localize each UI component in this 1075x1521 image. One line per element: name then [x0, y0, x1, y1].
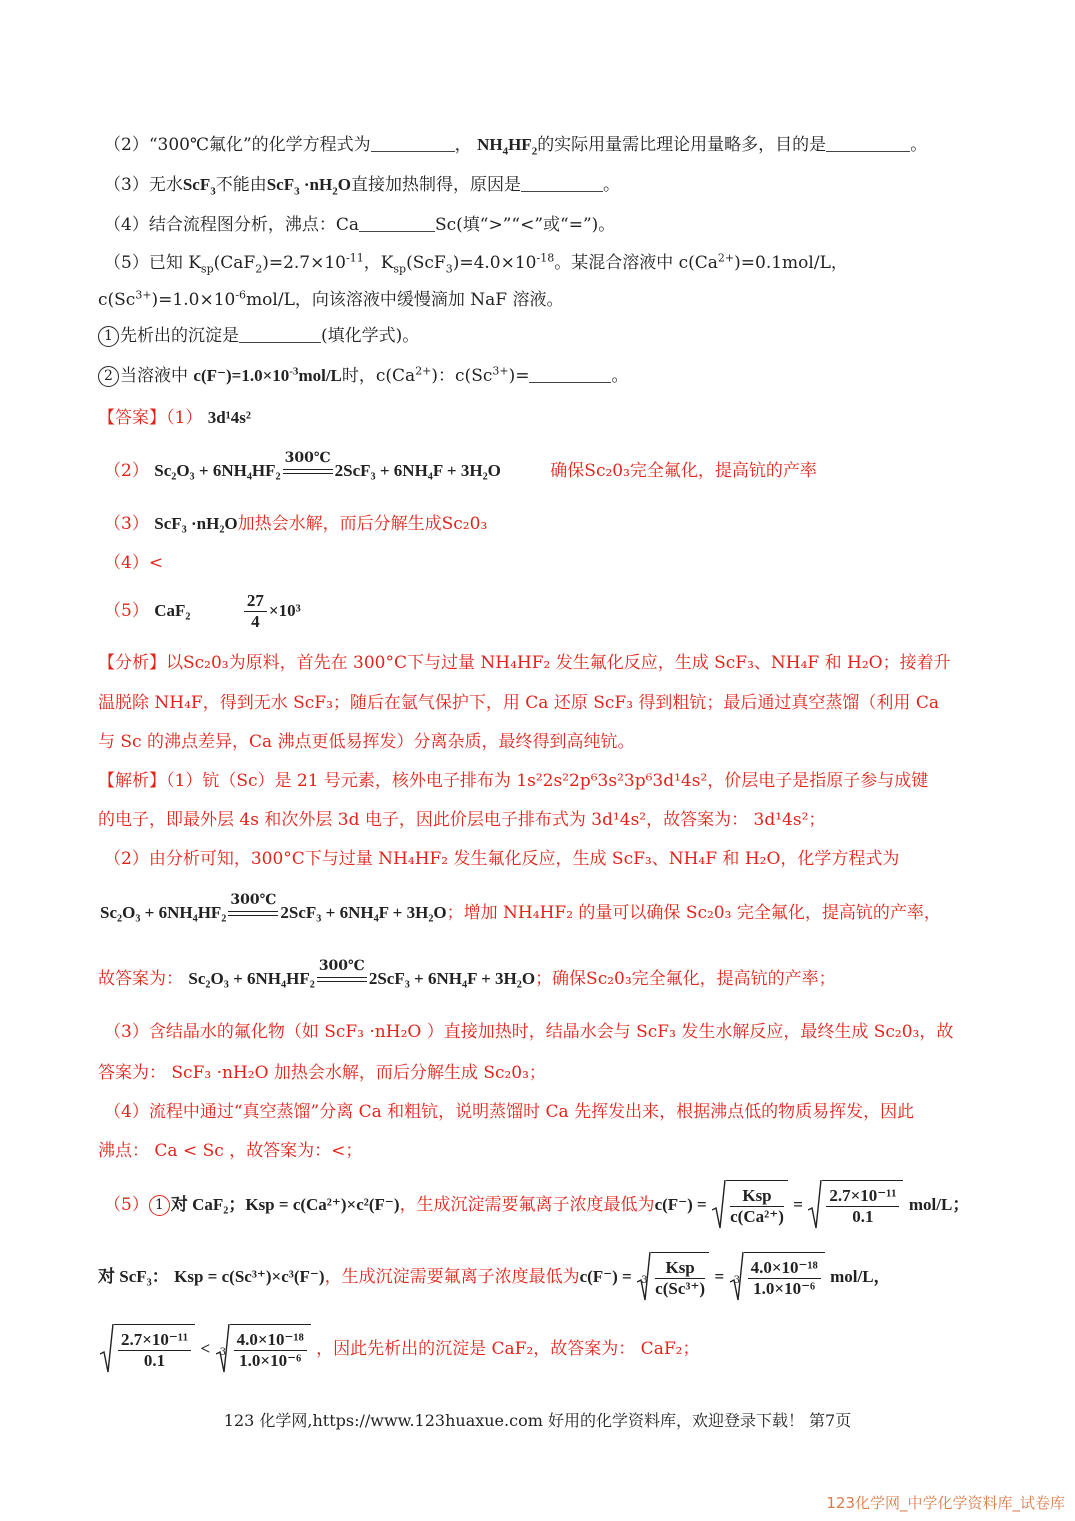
q2-text: （2）“300℃氟化”的化学方程式为: [104, 135, 371, 155]
solution-2c: [98, 958, 836, 991]
answer-label: （1）: [166, 408, 203, 428]
q5-exp: -11: [345, 251, 364, 265]
answer-label: （5）: [104, 601, 149, 621]
answer-label: （3）: [104, 514, 149, 534]
q4-text2: Sc(填“>”“<”或“=”)。: [434, 215, 616, 235]
solution-5b: 对 ScF₃： Ksp = c(Sc³⁺)×c³(F⁻)，生成沉淀需要氟离子浓度最低为c(F⁻) = 3 $\frac{\text{Ksp}}{\text{c(Sc³⁺)}}$ = 3 $\frac{\text{4.0×10⁻¹⁸}}{\text{1.0×10⁻⁶}}$ mol/L，: [98, 1252, 891, 1308]
reaction-arrow: 300℃: [281, 458, 335, 478]
equation-left: Sc₂O₃ + 6NH₄HF₂: [154, 461, 281, 480]
answer-5-fraction: $\frac{27}{4}$: [244, 591, 267, 632]
equation-left: Sc₂O₃ + 6NH₄HF₂: [188, 969, 315, 988]
solution-text: ，生成沉淀需要氟离子浓度最低为: [324, 1267, 580, 1287]
q5c-end: (填化学式)。: [321, 326, 420, 346]
analysis-text: 温脱除 NH₄F，得到无水 ScF₃；随后在氩气保护下，用 Ca 还原 ScF₃ 得到粗钪；最后通过真空蒸馏（利用 Ca: [98, 693, 939, 713]
answer-blank: [239, 326, 321, 343]
answer-1-value: 3d¹4s²: [207, 408, 251, 427]
solution-5c: $\frac{\text{2.7×10⁻¹¹}}{0.1}$ < 3 $\frac{\text{4.0×10⁻¹⁸}}{\text{1.0×10⁻⁶}}$ ，因此先析出的沉淀是 CaF₂，故答案为： CaF₂；: [100, 1324, 699, 1380]
solution-text: 沸点： Ca < Sc ，故答案为：<；: [98, 1141, 363, 1161]
equation-right: 2ScF₃ + 6NH₄F + 3H₂O: [280, 903, 447, 922]
q5-t: (ScF: [406, 253, 446, 273]
solution-1a: [98, 769, 928, 793]
ksp-expression: Ksp = c(Ca²⁺)×c²(F⁻): [245, 1195, 400, 1214]
answer-blank: [359, 215, 435, 232]
solution-text: ，因此先析出的沉淀是 CaF₂，故答案为： CaF₂；: [316, 1339, 700, 1359]
solution-text: （2）由分析可知，300°C下与过量 NH₄HF₂ 发生氟化反应，生成 ScF₃、NH₄F 和 H₂O，化学方程式为: [104, 849, 900, 869]
q5b-t: c(Sc: [98, 290, 136, 310]
equation-right: 2ScF₃ + 6NH₄F + 3H₂O: [334, 461, 501, 480]
solution-text: 的电子，即最外层 4s 和次外层 3d 电子，因此价层电子排布式为 3d¹4s²，故答案为： 3d¹4s²；: [98, 810, 826, 830]
solution-text: ，生成沉淀需要氟离子浓度最低为: [399, 1195, 655, 1215]
solution-5a: （5） 1 对 CaF₂；Ksp = c(Ca²⁺)×c²(F⁻)，生成沉淀需要氟离子浓度最低为c(F⁻) = $\frac{\text{Ksp}}{\text{c(Ca²⁺)}}$ = $\frac{\text{2.7×10⁻¹¹}}{0.1}$ mol/L；: [104, 1180, 969, 1236]
answer-3: [104, 512, 487, 536]
solution-text: （1）钪（Sc）是 21 号元素，核外电子排布为 1s²2s²2p⁶3s²3p⁶3d¹4s²，价层电子是指原子参与成键: [166, 771, 929, 791]
q3-text2: 直接加热制得，原因是: [350, 175, 521, 195]
answer-blank: [521, 175, 603, 192]
equation-left: Sc₂O₃ + 6NH₄HF₂: [100, 903, 227, 922]
solution-4a: [104, 1100, 914, 1124]
q5-t: )=0.1mol/L，: [734, 253, 848, 273]
sqrt-expression: $\frac{\text{Ksp}}{\text{c(Ca²⁺)}}$: [712, 1180, 788, 1231]
equation-right: 2ScF₃ + 6NH₄F + 3H₂O: [368, 969, 536, 988]
circled-number: 2: [98, 366, 119, 387]
solution-tag: 【解析】: [98, 771, 166, 791]
circled-number: 1: [149, 1195, 170, 1216]
answer-3-formula: ScF₃ ·nH₂O: [154, 514, 238, 533]
cf-expression: c(F⁻) =: [654, 1195, 707, 1214]
q5d-text: 当溶液中: [120, 366, 188, 386]
reaction-arrow: 300℃: [226, 900, 280, 920]
question-2: [104, 133, 927, 157]
q2-sep: ，: [454, 135, 472, 155]
q5b-t: mol/L，向该溶液中缓慢滴加 NaF 溶液。: [246, 290, 564, 310]
analysis-text: 与 Sc 的沸点差异，Ca 沸点更低易挥发）分离杂质，最终得到高纯钪。: [98, 732, 635, 752]
unit: mol/L；: [908, 1195, 970, 1214]
solution-2b: [100, 892, 941, 925]
q3-end: 。: [602, 175, 620, 195]
analysis-line-3: [98, 730, 635, 754]
answer-1: [98, 406, 251, 430]
cbrt-expression: 3 $\frac{\text{4.0×10⁻¹⁸}}{\text{1.0×10⁻⁶}}$: [730, 1252, 825, 1303]
answer-blank: [529, 366, 611, 383]
q4-text: （4）结合流程图分析，沸点：Ca: [104, 215, 359, 235]
analysis-line-1: [98, 651, 951, 675]
q5-t: )=4.0×10: [452, 253, 537, 273]
solution-text: ；确保Sc₂0₃完全氟化，提高钪的产率；: [535, 969, 836, 989]
q5b-exp: -6: [235, 288, 247, 302]
answer-2: [104, 450, 817, 483]
ksp-expression: Ksp = c(Sc³⁺)×c³(F⁻): [174, 1267, 325, 1286]
q5d-t: 时，c(Ca: [341, 366, 416, 386]
analysis-text: 以Sc₂0₃为原料，首先在 300°C下与过量 NH₄HF₂ 发生氟化反应，生成 ScF₃、NH₄F 和 H₂O；接着升: [166, 653, 951, 673]
q5-t: 。某混合溶液中 c(Ca: [554, 253, 718, 273]
solution-text: ；增加 NH₄HF₂ 的量可以确保 Sc₂0₃ 完全氟化，提高钪的产率，: [446, 903, 941, 923]
answer-2-text: 确保Sc₂0₃完全氟化，提高钪的产率: [550, 461, 817, 481]
answer-tag: 【答案】: [98, 408, 166, 428]
q2-text2: 的实际用量需比理论用量略多，目的是: [537, 135, 827, 155]
question-5-2: 2 当溶液中 $c(F^-)=1.0\times 10^{-3}mol/L$时，$c(Ca^{2+})$：$c(Sc^{3+})=$ 。: [98, 364, 628, 388]
cbrt-expression: 3 $\frac{\text{Ksp}}{\text{c(Sc³⁺)}}$: [637, 1252, 709, 1303]
q3-formula2: $ScF_3 \cdot nH_2O$: [266, 175, 351, 198]
q5-t: )=2.7×10: [262, 253, 346, 273]
q3-mid: 不能由: [215, 175, 267, 195]
sqrt-expression: $\frac{\text{2.7×10⁻¹¹}}{0.1}$: [808, 1180, 903, 1231]
reaction-arrow: 300℃: [315, 966, 369, 986]
solution-formula: 对 ScF₃：: [98, 1267, 169, 1286]
solution-3a: [104, 1020, 953, 1044]
analysis-line-2: [98, 691, 939, 715]
solution-text: （3）含结晶水的氟化物（如 ScF₃ ·nH₂O ）直接加热时，结晶水会与 ScF₃ 发生水解反应，最终生成 Sc₂0₃，故: [104, 1022, 954, 1042]
solution-4b: [98, 1139, 362, 1163]
answer-4-text: （4）<: [104, 553, 164, 573]
answer-3-text: 加热会水解，而后分解生成Sc₂0₃: [237, 514, 488, 534]
watermark: 123化学网_中学化学资料库_试卷库: [826, 1494, 1065, 1512]
question-3: [104, 173, 620, 197]
sqrt-expression: $\frac{\text{2.7×10⁻¹¹}}{0.1}$: [100, 1324, 195, 1375]
cbrt-expression: 3 $\frac{\text{4.0×10⁻¹⁸}}{\text{1.0×10⁻⁶}}$: [216, 1324, 311, 1375]
q5d-t: )：c(Sc: [431, 366, 493, 386]
question-4: [104, 213, 615, 237]
solution-3b: [98, 1061, 546, 1085]
q5-t: ，K: [363, 253, 394, 273]
q5-t: （5）已知 K: [104, 253, 201, 273]
q3-formula1: ScF$_3$: [182, 175, 216, 198]
answer-5-formula: CaF₂: [154, 601, 191, 620]
solution-text: 答案为： ScF₃ ·nH₂O 加热会水解，而后分解生成 Sc₂0₃；: [98, 1063, 546, 1083]
answer-blank: [371, 135, 455, 152]
question-5-given: （5）已知 $K_{sp}(CaF_2)=2.7\times 10^{-11}$，$K_{sp}(ScF_3)=4.0\times 10^{-18}$。某混合溶液中 $c(Ca^{2+})=0.1mol/L$，: [104, 251, 848, 276]
q5b-t: )=1.0×10: [151, 290, 236, 310]
solution-text: （4）流程中通过“真空蒸馏”分离 Ca 和粗钪，说明蒸馏时 Ca 先挥发出来，根据沸点低的物质易挥发，因此: [104, 1102, 915, 1122]
q2-formula: $NH_4HF_2$: [477, 135, 538, 158]
question-5-given2: $c(Sc^{3+})=1.0\times 10^{-6}mol/L$，向该溶液中缓慢滴加 NaF 溶液。: [98, 288, 564, 310]
analysis-tag: 【分析】: [98, 653, 166, 673]
answer-blank: [826, 135, 910, 152]
q5d-expr: $c(F^-)=1.0\times 10^{-3}mol/L$: [193, 365, 342, 385]
q5-exp: -18: [536, 251, 555, 265]
q3-text: （3）无水: [104, 175, 183, 195]
q5c-text: 先析出的沉淀是: [120, 326, 239, 346]
answer-label: （2）: [104, 461, 149, 481]
solution-1b: [98, 808, 825, 832]
cf-expression: c(F⁻) =: [579, 1267, 632, 1286]
answer-5-tail: ×10³: [268, 601, 301, 620]
page-footer: 123 化学网,https://www.123huaxue.com 好用的化学资料库，欢迎登录下载！ 第7页: [223, 1411, 852, 1430]
q5d-t: )=: [508, 366, 530, 386]
answer-5: [104, 589, 301, 633]
solution-text: 故答案为：: [98, 969, 183, 989]
unit: mol/L，: [830, 1267, 891, 1286]
circled-number: 1: [98, 326, 119, 347]
solution-text: （5）: [104, 1195, 149, 1215]
q5-t: (CaF: [213, 253, 256, 273]
q2-end: 。: [910, 135, 928, 155]
q5d-end: 。: [611, 366, 629, 386]
solution-formula: 对 CaF₂；: [170, 1195, 246, 1214]
question-5-1: [98, 324, 419, 348]
answer-4: [104, 551, 163, 575]
solution-2a: [104, 847, 899, 871]
